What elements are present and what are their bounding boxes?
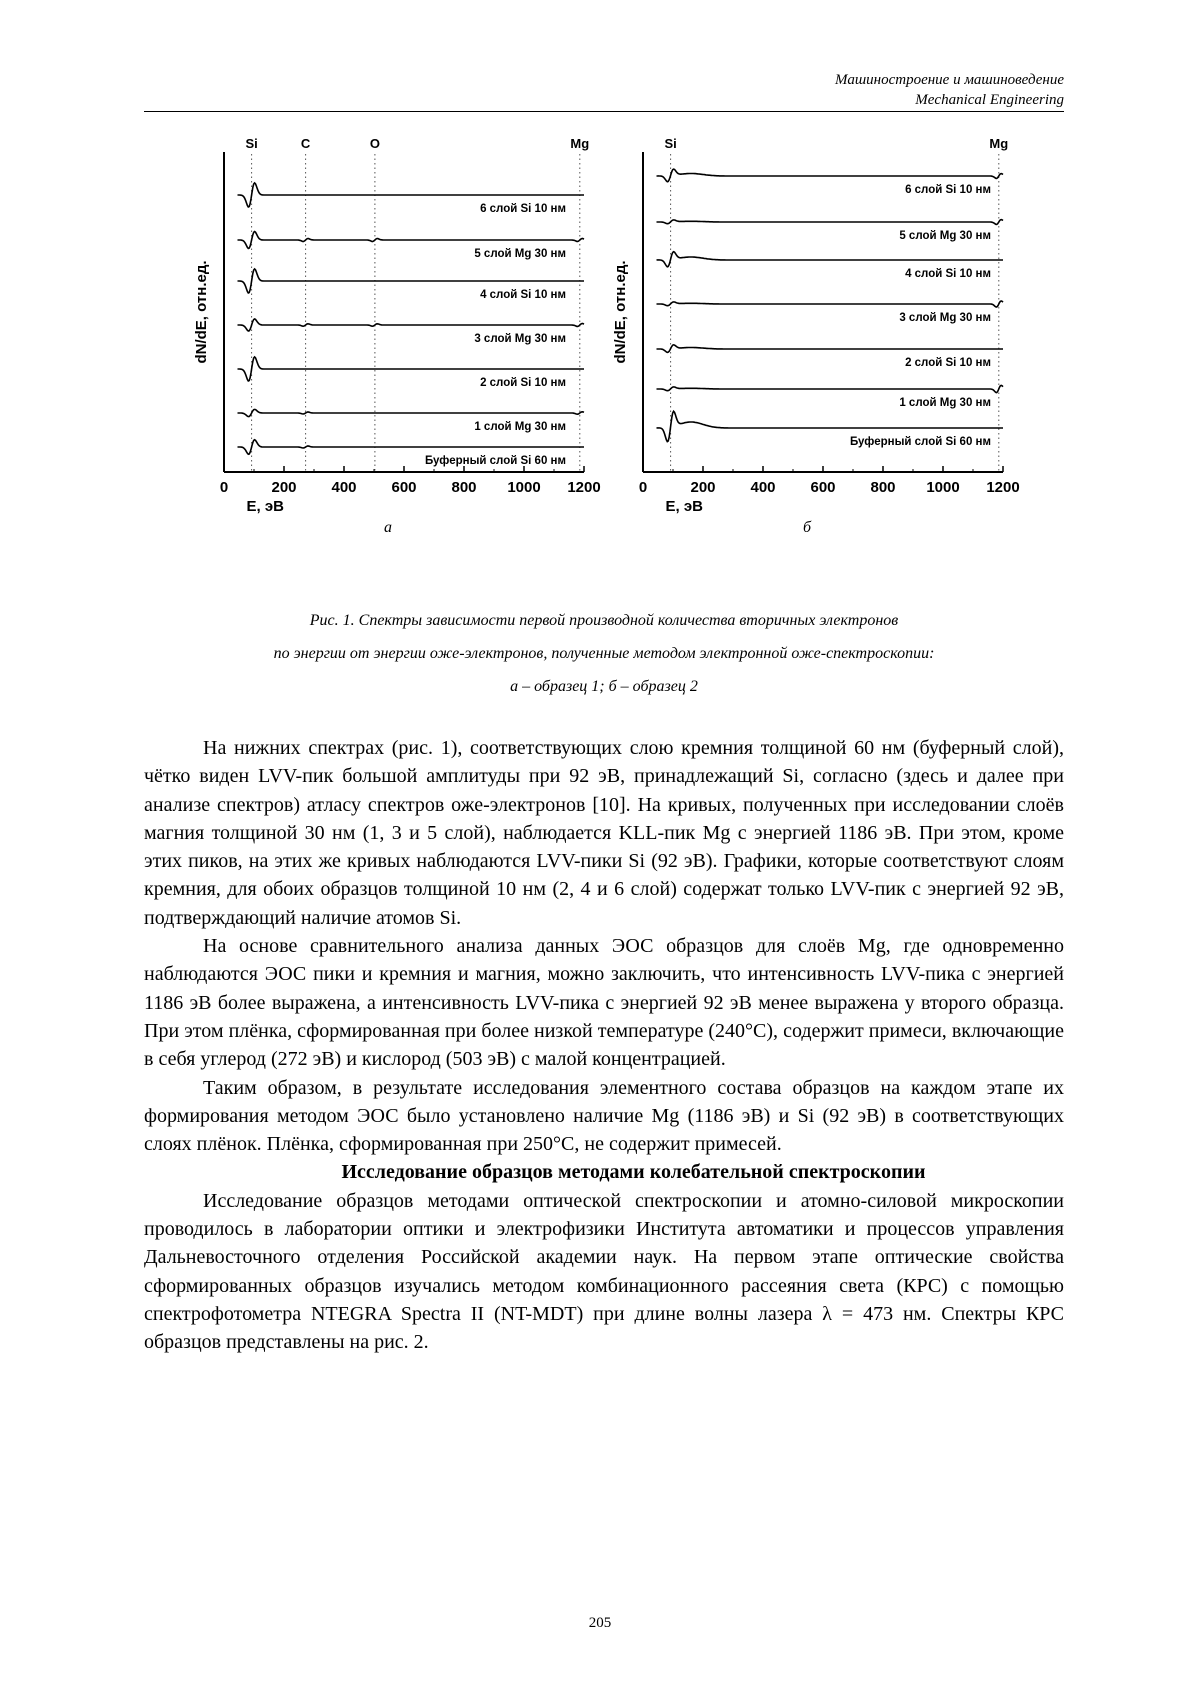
x-tick-label: 0 xyxy=(638,479,648,496)
x-tick-label: 200 xyxy=(271,479,297,496)
x-axis-label: E, эВ xyxy=(246,498,284,515)
series-label: 5 слой Mg 30 нм xyxy=(899,230,991,242)
y-axis-label: dN/dE, отн.ед. xyxy=(612,260,629,364)
y-axis-label: dN/dE, отн.ед. xyxy=(193,260,210,364)
x-tick-label: 800 xyxy=(870,479,896,496)
element-label: O xyxy=(369,136,380,151)
series-label: 1 слой Mg 30 нм xyxy=(899,397,991,409)
x-tick-label: 0 xyxy=(219,479,229,496)
body-text xyxy=(144,734,1064,1357)
spectrum-line xyxy=(238,319,585,331)
x-tick-label: 400 xyxy=(331,479,357,496)
panel-letter: б xyxy=(803,519,812,536)
paragraph: Исследование образцов методами оптической спектроскопии и атомно-силовой микроскопии проводилось в лаборатории оптики и электрофизики Института автоматики и процессов управления Дальневосточного отделения Российской академии наук. На первом этапе оптические свойства сформированных образцов изучались методом комбинационного рассеяния света (КРС) с помощью спектрофотометра NTEGRA Spectra II (NT-MDT) при длине волны лазера λ = 473 нм. Спектры КРС образцов представлены на рис. 2. xyxy=(144,1189,1064,1354)
element-label: Si xyxy=(664,136,677,151)
series-label: 1 слой Mg 30 нм xyxy=(474,421,566,433)
panel-letter: а xyxy=(384,519,392,536)
spectrum-line xyxy=(657,220,1004,225)
x-tick-label: 1200 xyxy=(567,479,601,496)
x-axis-label: E, эВ xyxy=(665,498,703,515)
x-tick-label: 1200 xyxy=(986,479,1020,496)
series-label: 6 слой Si 10 нм xyxy=(480,203,566,215)
caption-line: Рис. 1. Спектры зависимости первой производной количества вторичных электронов xyxy=(309,612,899,629)
x-tick-label: 400 xyxy=(750,479,776,496)
element-label: C xyxy=(300,136,311,151)
series-label: 5 слой Mg 30 нм xyxy=(474,248,566,260)
journal-title-ru: Машиностроение и машиноведение xyxy=(835,72,1064,88)
x-tick-label: 600 xyxy=(391,479,417,496)
x-tick-label: 800 xyxy=(451,479,477,496)
x-tick-label: 200 xyxy=(690,479,716,496)
x-tick-label: 600 xyxy=(810,479,836,496)
series-label: 4 слой Si 10 нм xyxy=(905,268,991,280)
x-tick-label: 1000 xyxy=(507,479,541,496)
series-label: 3 слой Mg 30 нм xyxy=(899,312,991,324)
spectrum-line xyxy=(238,440,585,455)
caption-line: по энергии от энергии оже-электронов, полученные методом электронной оже-спектроскопии: xyxy=(273,645,935,662)
spectrum-line xyxy=(657,252,1004,267)
series-label: Буферный слой Si 60 нм xyxy=(849,436,991,448)
x-tick-label: 1000 xyxy=(926,479,960,496)
series-label: 3 слой Mg 30 нм xyxy=(474,333,566,345)
running-header xyxy=(144,70,1064,110)
figure-1-svg xyxy=(193,136,1050,588)
header-rule xyxy=(144,111,1064,112)
element-label: Si xyxy=(245,136,258,151)
journal-title-en: Mechanical Engineering xyxy=(915,92,1064,108)
paragraph: На нижних спектрах (рис. 1), соответствующих слою кремния толщиной 60 нм (буферный слой), чётко виден LVV-пик большой амплитуды при 92 эВ, принадлежащий Si, согласно (здесь и далее при анализе спектров) атласу спектров оже-электронов [10]. На кривых, полученных при исследовании слоёв магния толщиной 30 нм (1, 3 и 5 слой), наблюдается KLL-пик Mg с энергией 1186 эВ. При этом, кроме этих пиков, на этих же кривых наблюдаются LVV-пики Si (92 эВ). Графики, которые соответствуют слоям кремния, для обоих образцов толщиной 10 нм (2, 4 и 6 слой) содержат только LVV-пик с энергией 92 эВ, подтверждающий наличие атомов Si. xyxy=(144,737,1064,929)
spectrum-line xyxy=(657,345,1004,353)
section-heading: Исследование образцов методами колебательной спектроскопии xyxy=(341,1161,926,1184)
caption-line: а – образец 1; б – образец 2 xyxy=(510,678,698,695)
spectrum-line xyxy=(238,409,585,416)
element-label: Mg xyxy=(570,136,590,151)
spectrum-line xyxy=(657,169,1004,182)
series-label: 2 слой Si 10 нм xyxy=(905,357,991,369)
series-label: Буферный слой Si 60 нм xyxy=(424,455,566,467)
figure-1 xyxy=(193,136,1050,588)
spectrum-line xyxy=(238,232,585,249)
spectrum-line xyxy=(657,385,1004,392)
paragraph: Таким образом, в результате исследования элементного состава образцов на каждом этапе их формирования методом ЭОС было установлено наличие Mg (1186 эВ) и Si (92 эВ) в соответствующих слоях плёнок. Плёнка, сформированная при 250°C, не содержит примесей. xyxy=(144,1076,1064,1156)
series-label: 6 слой Si 10 нм xyxy=(905,184,991,196)
figure-caption xyxy=(144,604,1064,703)
series-label: 2 слой Si 10 нм xyxy=(480,377,566,389)
series-label: 4 слой Si 10 нм xyxy=(480,289,566,301)
paragraph: На основе сравнительного анализа данных ЭОС образцов для слоёв Mg, где одновременно наблюдаются ЭОС пики и кремния и магния, можно заключить, что интенсивность LVV-пика с энергией 1186 эВ более выражена, а интенсивность LVV-пика с энергией 92 эВ менее выражена у второго образца. При этом плёнка, сформированная при более низкой температуре (240°C), содержит примеси, включающие в себя углерод (272 эВ) и кислород (503 эВ) с малой концентрацией. xyxy=(144,935,1064,1071)
spectrum-line xyxy=(657,301,1004,307)
element-label: Mg xyxy=(989,136,1009,151)
page-number: 205 xyxy=(588,1615,612,1631)
